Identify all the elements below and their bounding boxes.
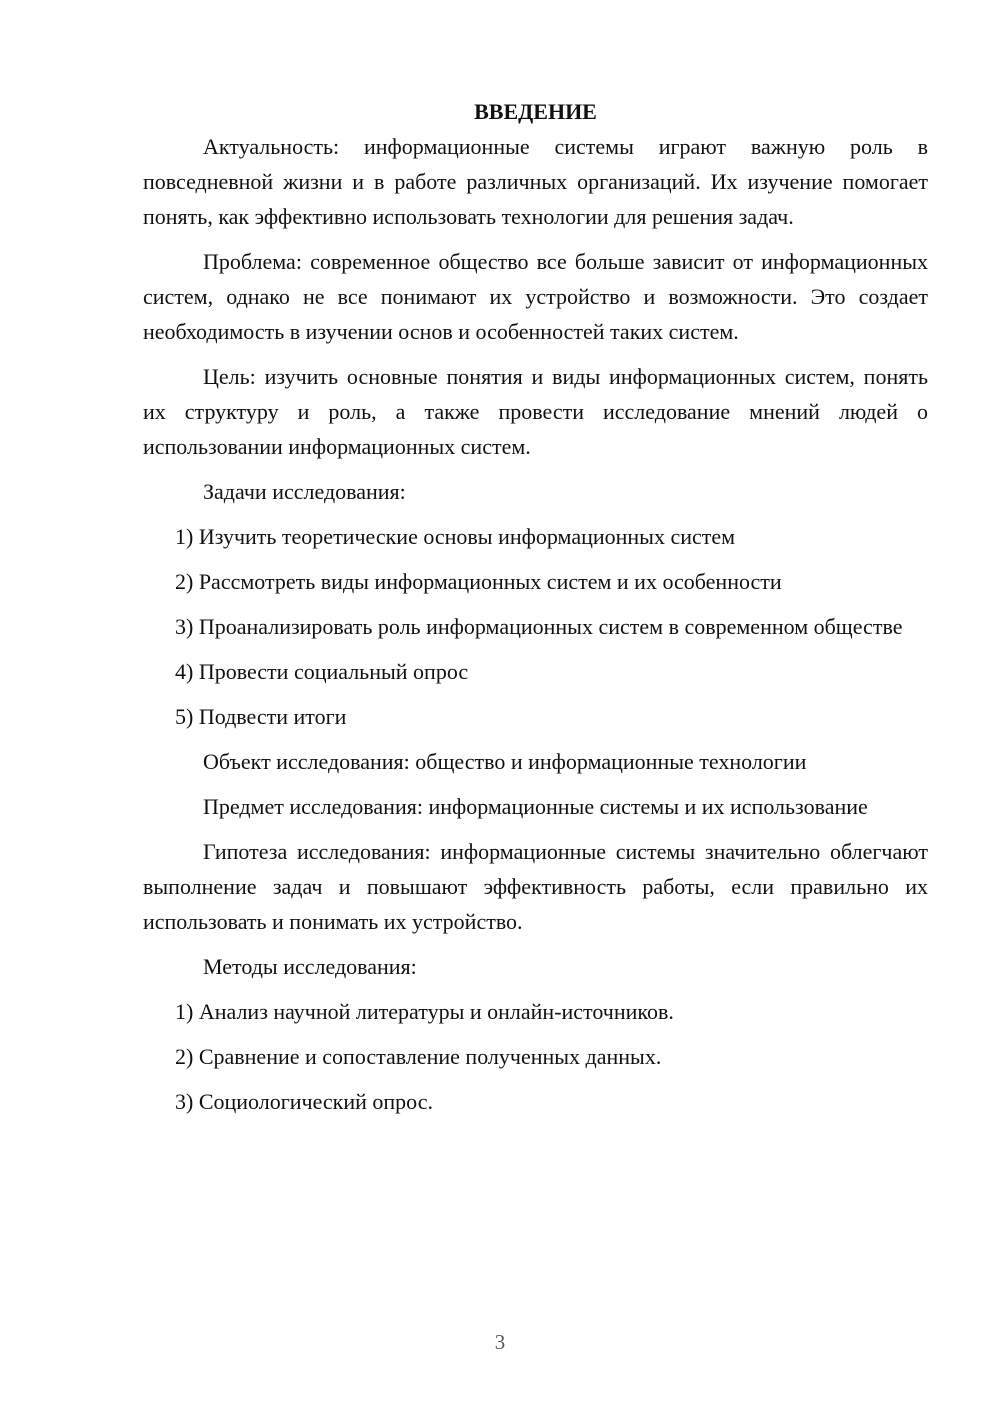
task-item-5: 5) Подвести итоги	[175, 704, 347, 729]
tasks-title: Задачи исследования:	[203, 479, 406, 504]
task-item-1: 1) Изучить теоретические основы информационных систем	[175, 524, 736, 549]
task-item-4: 4) Провести социальный опрос	[175, 659, 469, 684]
problem-paragraph: Проблема: современное общество все больше зависит от информационных систем, однако не все понимают их устройство и возможности. Это создает необходимость в изучении основ и особенностей таких систем.	[143, 249, 928, 344]
hypothesis-paragraph: Гипотеза исследования: информационные системы значительно облегчают выполнение задач и повышают эффективность работы, если правильно их использовать и понимать их устройство.	[143, 839, 928, 934]
section-heading: ВВЕДЕНИЕ	[474, 99, 597, 124]
method-item-1: 1) Анализ научной литературы и онлайн-источников.	[175, 999, 674, 1024]
methods-title: Методы исследования:	[203, 954, 417, 979]
goal-paragraph: Цель: изучить основные понятия и виды информационных систем, понять их структуру и роль, а также провести исследование мнений людей о использовании информационных систем.	[143, 364, 928, 459]
method-item-2: 2) Сравнение и сопоставление полученных данных.	[175, 1044, 662, 1069]
document-page	[143, 94, 928, 1129]
subject-paragraph: Предмет исследования: информационные системы и их использование	[203, 794, 868, 819]
relevance-paragraph: Актуальность: информационные системы играют важную роль в повседневной жизни и в работе различных организаций. Их изучение помогает понять, как эффективно использовать технологии для решения задач.	[143, 134, 928, 229]
method-item-3: 3) Социологический опрос.	[175, 1089, 433, 1114]
page-number: 3	[494, 1330, 506, 1354]
task-item-3: 3) Проанализировать роль информационных систем в современном обществе	[175, 614, 903, 639]
task-item-2: 2) Рассмотреть виды информационных систем и их особенности	[175, 569, 782, 594]
object-paragraph: Объект исследования: общество и информационные технологии	[203, 749, 807, 774]
